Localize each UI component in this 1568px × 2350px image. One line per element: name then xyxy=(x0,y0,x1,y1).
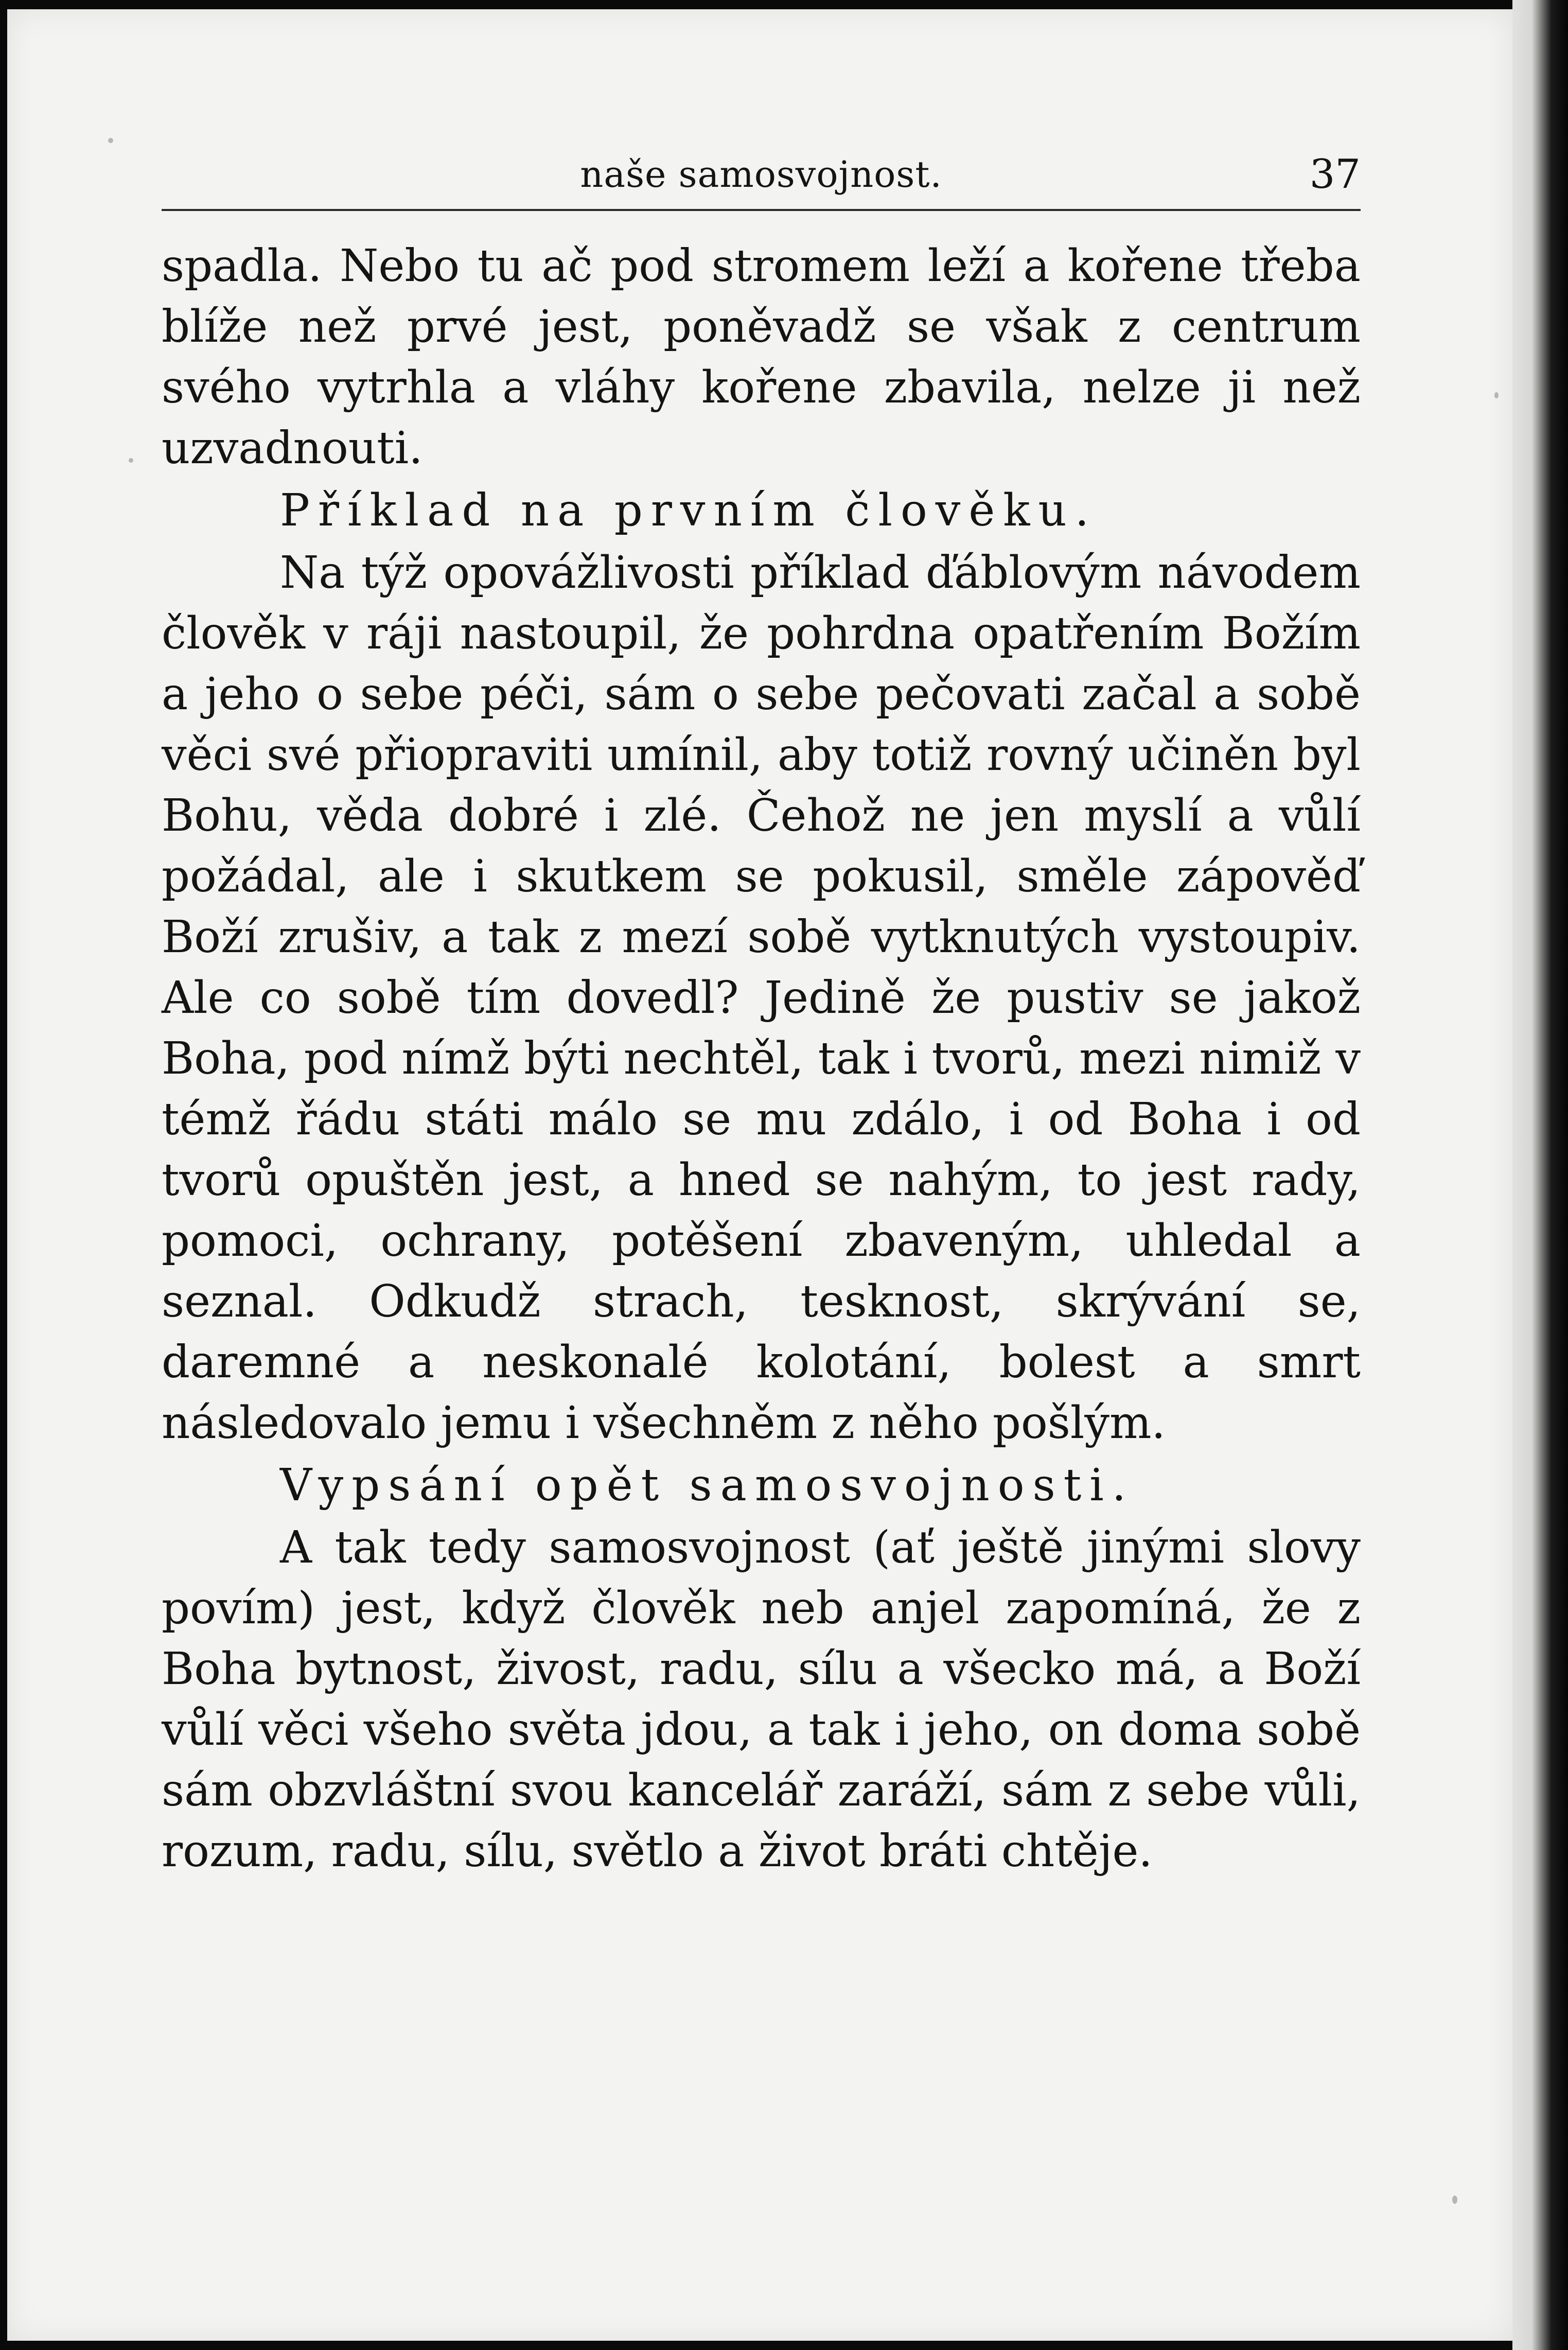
paper-speck xyxy=(1494,392,1499,398)
section-heading-self-will: Vypsání opět samosvojnosti. xyxy=(280,1460,1135,1511)
page-number: 37 xyxy=(1309,151,1361,198)
paragraph-adam-example: Na týž opovážlivosti příklad ďáblovým návodem člověk v ráji nastoupil, že pohrdna opatřením Božím a jeho o sebe péči, sám o sebe pečovati začal a sobě věci své přiopraviti umínil, aby totiž rovný učiněn byl Bohu, věda dobré i zlé. Čehož ne jen myslí a vůlí požádal, ale i skutkem se pokusil, směle zápověď Boží zrušiv, a tak z mezí sobě vytknutých vystoupiv. Ale co sobě tím dovedl? Jedině že pustiv se jakož Boha, pod nímž býti nechtěl, tak i tvorů, mezi nimiž v témž řádu státi málo se mu zdálo, i od Boha i od tvorů opuštěn jest, a hned se nahým, to jest rady, pomoci, ochrany, potěšení zbaveným, uhledal a seznal. Odkudž strach, tesknost, skrývání se, daremné a neskonalé kolotání, bolest a smrt následovalo jemu i všechněm z něho pošlým. xyxy=(162,547,1361,1449)
running-header xyxy=(162,144,1361,205)
paper-speck xyxy=(108,138,113,143)
paper-speck xyxy=(1452,2196,1457,2204)
page-edge-shadow xyxy=(1512,0,1568,2350)
header-rule xyxy=(162,209,1361,211)
paragraph-self-will-definition: A tak tedy samosvojnost (ať ještě jinými slovy povím) jest, když člověk neb anjel zapomíná, že z Boha bytnost, živost, radu, sílu a všecko má, a Boží vůlí věci všeho světa jdou, a tak i jeho, on doma sobě sám obzvláštní svou kancelář zaráží, sám z sebe vůli, rozum, radu, sílu, světlo a život bráti chtěje. xyxy=(162,1522,1361,1877)
book-page xyxy=(7,9,1512,2341)
body-text xyxy=(162,236,1361,1882)
section-heading-first-man: Příklad na prvním člověku. xyxy=(280,485,1098,536)
page-content xyxy=(162,144,1361,1882)
paper-speck xyxy=(129,458,133,463)
paragraph-continued: spadla. Nebo tu ač pod stromem leží a kořene třeba blíže než prvé jest, poněvadž se však z centrum svého vytrhla a vláhy kořene zbavila, nelze ji než uzvadnouti. xyxy=(162,240,1361,474)
running-title: naše samosvojnost. xyxy=(580,153,942,196)
